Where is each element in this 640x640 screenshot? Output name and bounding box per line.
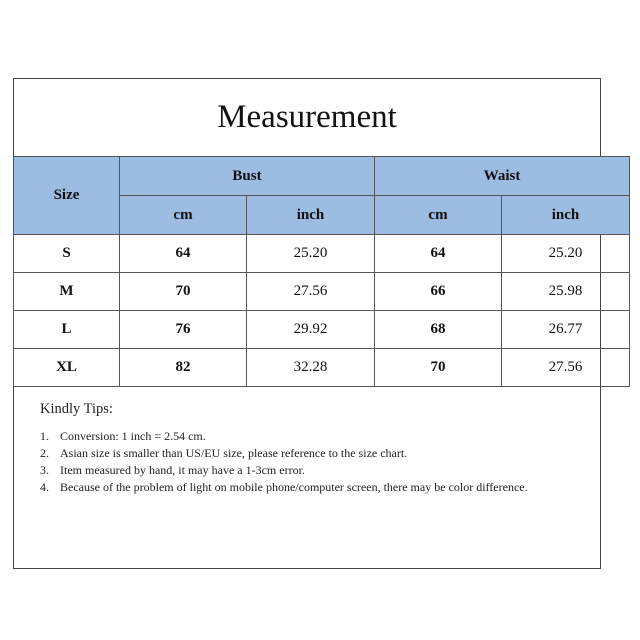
bust-cm-cell: 82 bbox=[120, 349, 247, 387]
tips-list bbox=[40, 428, 580, 496]
waist-inch-cell: 27.56 bbox=[502, 349, 630, 387]
bust-inch-cell: 25.20 bbox=[247, 235, 375, 273]
tip-number: 3. bbox=[40, 463, 49, 477]
waist-cm-cell: 68 bbox=[375, 311, 502, 349]
waist-cm-header: cm bbox=[375, 196, 502, 235]
tip-text: Item measured by hand, it may have a 1-3cm error. bbox=[60, 463, 305, 477]
size-cell: M bbox=[14, 273, 120, 311]
tip-number: 2. bbox=[40, 446, 49, 460]
bust-cm-header: cm bbox=[120, 196, 247, 235]
table-row bbox=[14, 311, 630, 349]
list-item bbox=[40, 479, 580, 496]
size-table bbox=[13, 156, 630, 387]
waist-cm-cell: 70 bbox=[375, 349, 502, 387]
size-cell: XL bbox=[14, 349, 120, 387]
list-item bbox=[40, 428, 580, 445]
table-row bbox=[14, 273, 630, 311]
bust-header: Bust bbox=[120, 157, 375, 196]
kindly-tips bbox=[40, 401, 580, 496]
tip-text: Because of the problem of light on mobile phone/computer screen, there may be color difference. bbox=[60, 480, 528, 494]
tip-number: 1. bbox=[40, 429, 49, 443]
size-cell: L bbox=[14, 311, 120, 349]
waist-cm-cell: 64 bbox=[375, 235, 502, 273]
tip-number: 4. bbox=[40, 480, 49, 494]
table-row bbox=[14, 235, 630, 273]
waist-cm-cell: 66 bbox=[375, 273, 502, 311]
tips-title: Kindly Tips: bbox=[40, 401, 113, 417]
waist-inch-cell: 25.98 bbox=[502, 273, 630, 311]
list-item bbox=[40, 445, 580, 462]
waist-header: Waist bbox=[375, 157, 630, 196]
bust-cm-cell: 76 bbox=[120, 311, 247, 349]
waist-inch-header: inch bbox=[502, 196, 630, 235]
size-header: Size bbox=[14, 157, 120, 235]
tip-text: Asian size is smaller than US/EU size, please reference to the size chart. bbox=[60, 446, 408, 460]
bust-inch-header: inch bbox=[247, 196, 375, 235]
bust-cm-cell: 70 bbox=[120, 273, 247, 311]
list-item bbox=[40, 462, 580, 479]
waist-inch-cell: 26.77 bbox=[502, 311, 630, 349]
size-chart-frame bbox=[13, 78, 601, 569]
bust-cm-cell: 64 bbox=[120, 235, 247, 273]
page-title: Measurement bbox=[217, 99, 397, 135]
waist-inch-cell: 25.20 bbox=[502, 235, 630, 273]
bust-inch-cell: 29.92 bbox=[247, 311, 375, 349]
bust-inch-cell: 27.56 bbox=[247, 273, 375, 311]
tip-text: Conversion: 1 inch = 2.54 cm. bbox=[60, 429, 206, 443]
size-cell: S bbox=[14, 235, 120, 273]
bust-inch-cell: 32.28 bbox=[247, 349, 375, 387]
table-row bbox=[14, 349, 630, 387]
